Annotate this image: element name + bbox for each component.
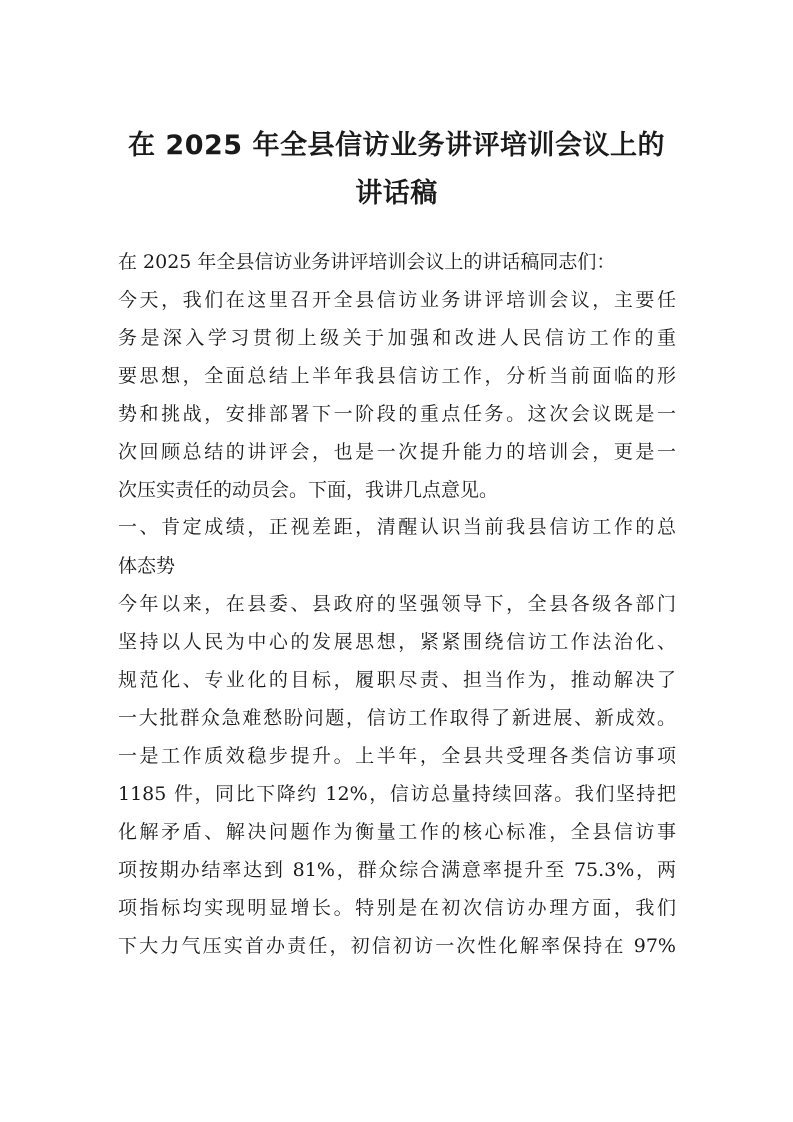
document-title-line-1: 在 2025 年全县信访业务讲评培训会议上的 bbox=[128, 130, 665, 161]
body-line-12: 规范化、专业化的目标，履职尽责、担当作为，推动解决了 bbox=[118, 669, 676, 691]
body-line-4: 要思想，全面总结上半年我县信访工作，分析当前面临的形 bbox=[118, 365, 676, 387]
body-line-13: 一大批群众急难愁盼问题，信访工作取得了新进展、新成效。 bbox=[118, 707, 676, 729]
body-line-14: 一是工作质效稳步提升。上半年，全县共受理各类信访事项 bbox=[118, 745, 676, 767]
body-line-18: 项指标均实现明显增长。特别是在初次信访办理方面，我们 bbox=[118, 897, 676, 919]
section-heading-line-2: 体态势 bbox=[118, 555, 176, 577]
section-heading-line-1: 一、肯定成绩，正视差距，清醒认识当前我县信访工作的总 bbox=[118, 516, 676, 538]
body-line-7: 次压实责任的动员会。下面，我讲几点意见。 bbox=[118, 479, 499, 501]
body-line-2: 今天，我们在这里召开全县信访业务讲评培训会议，主要任 bbox=[118, 289, 676, 311]
body-line-19: 下大力气压实首办责任，初信初访一次性化解率保持在 97% bbox=[118, 935, 676, 957]
body-line-5: 势和挑战，安排部署下一阶段的重点任务。这次会议既是一 bbox=[118, 403, 676, 425]
body-line-10: 今年以来，在县委、县政府的坚强领导下，全县各级各部门 bbox=[118, 593, 676, 615]
body-line-1: 在 2025 年全县信访业务讲评培训会议上的讲话稿同志们： bbox=[118, 251, 616, 273]
body-line-6: 次回顾总结的讲评会，也是一次提升能力的培训会，更是一 bbox=[118, 441, 676, 463]
body-line-11: 坚持以人民为中心的发展思想，紧紧围绕信访工作法治化、 bbox=[118, 631, 676, 653]
body-line-16: 化解矛盾、解决问题作为衡量工作的核心标准，全县信访事 bbox=[118, 821, 676, 843]
body-line-15: 1185 件，同比下降约 12%，信访总量持续回落。我们坚持把 bbox=[118, 783, 676, 805]
body-line-3: 务是深入学习贯彻上级关于加强和改进人民信访工作的重 bbox=[118, 327, 676, 349]
document-title-line-2: 讲话稿 bbox=[355, 178, 438, 209]
body-line-17: 项按期办结率达到 81%，群众综合满意率提升至 75.3%，两 bbox=[118, 859, 676, 881]
